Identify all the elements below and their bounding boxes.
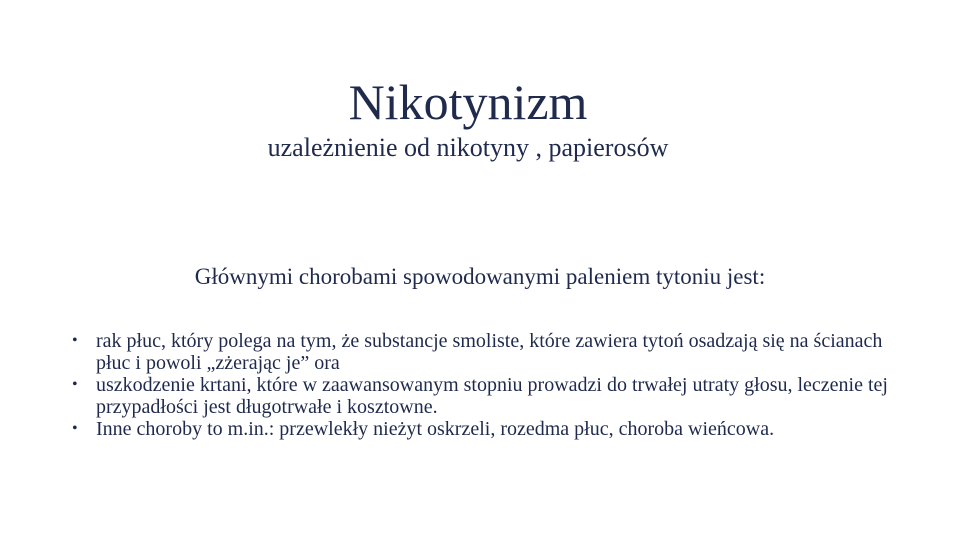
bullet-marker: • — [72, 332, 78, 349]
bullet-marker: • — [72, 420, 78, 437]
bullet-text: Inne choroby to m.in.: przewlekły nieżyt oskrzeli, rozedma płuc, choroba wieńcowa. — [96, 418, 775, 440]
bullet-marker: • — [72, 376, 78, 393]
bullet-item-lung-cancer — [72, 330, 902, 374]
slide-subtitle: uzależnienie od nikotyny , papierosów — [267, 133, 669, 162]
bullet-list — [72, 330, 902, 440]
bullet-item-larynx-damage — [72, 374, 902, 418]
bullet-item-other-diseases — [72, 418, 902, 440]
bullet-text: rak płuc, który polega na tym, że substancje smoliste, które zawiera tytoń osadzają się na ścianach płuc i powoli „zżerając je” ora — [96, 330, 883, 374]
slide-title: Nikotynizm — [348, 74, 588, 130]
intro-text: Głównymi chorobami spowodowanymi paleniem tytoniu jest: — [194, 264, 766, 289]
bullet-text: uszkodzenie krtani, które w zaawansowanym stopniu prowadzi do trwałej utraty głosu, leczenie tej przypadłości jest długotrwałe i kosztowne. — [96, 374, 888, 418]
